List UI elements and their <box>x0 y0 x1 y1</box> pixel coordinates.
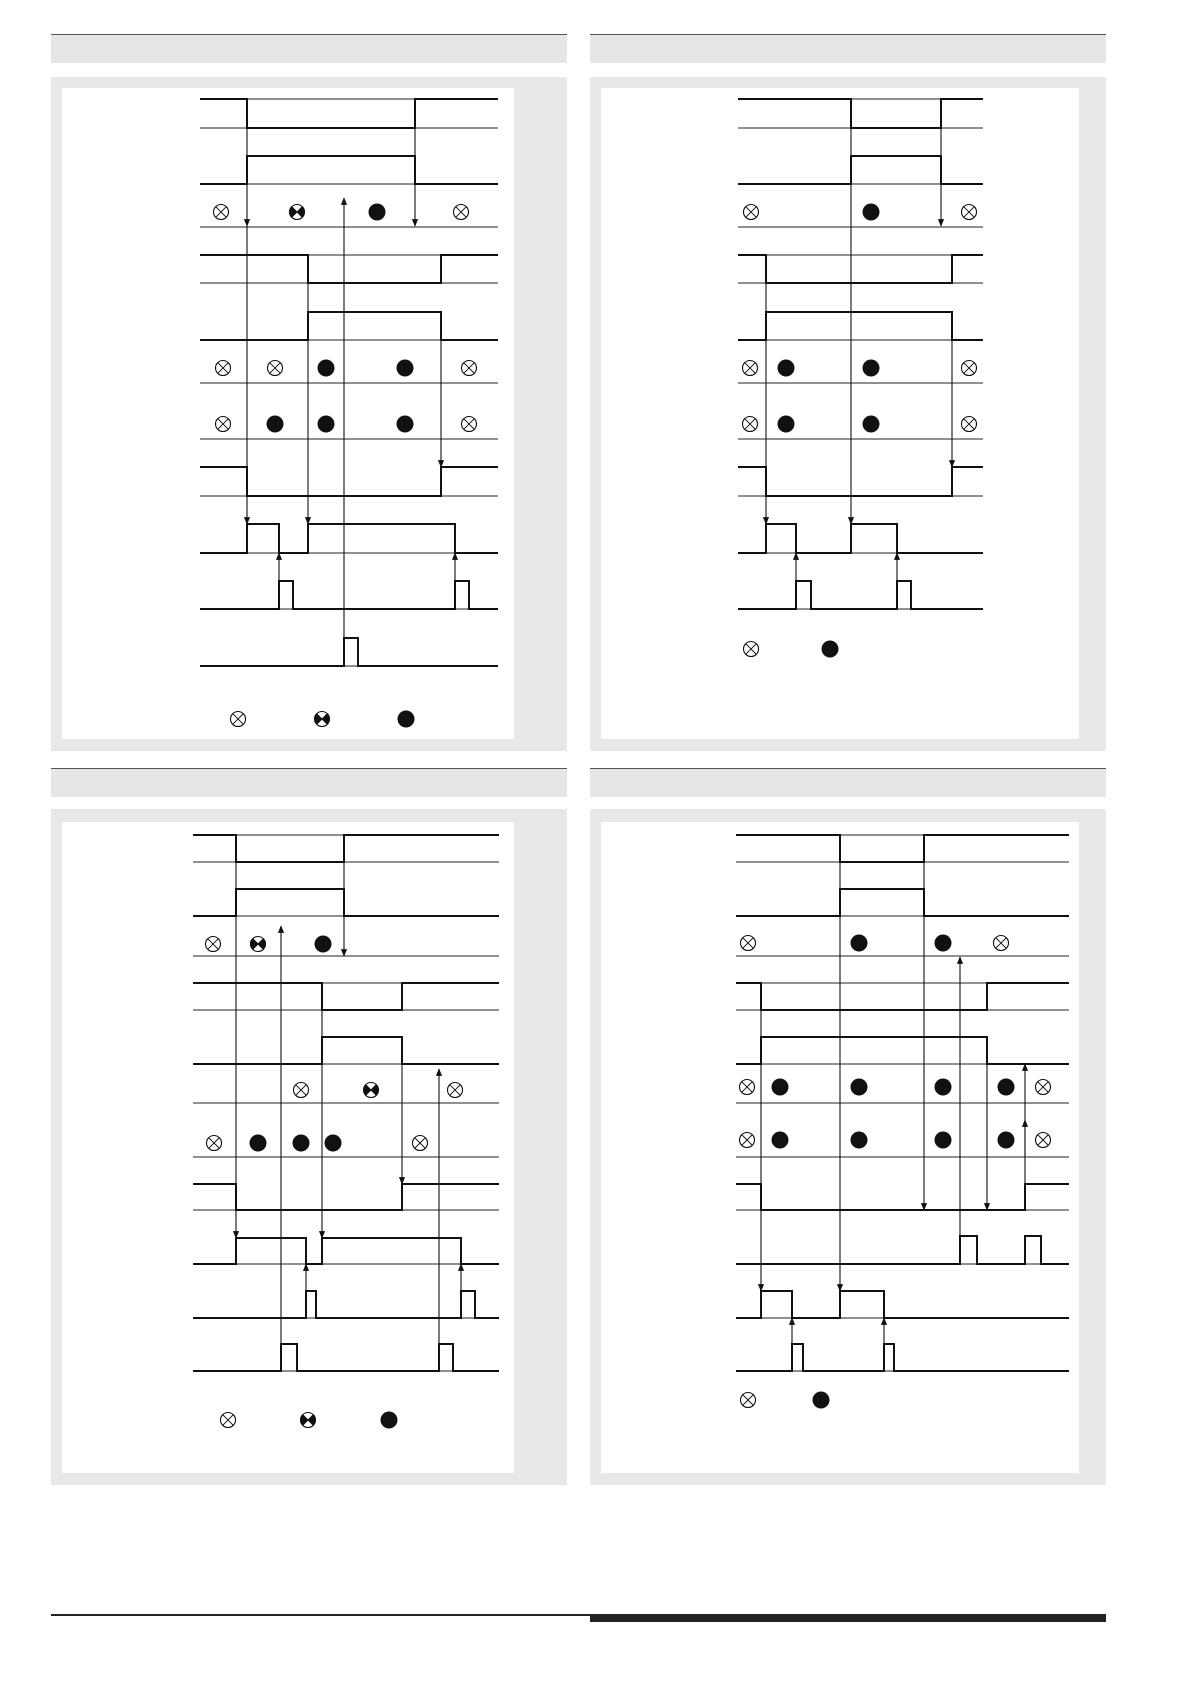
state-symbol-x <box>962 205 977 220</box>
state-symbol-x <box>743 361 758 376</box>
signal-trace <box>193 1344 499 1371</box>
state-symbol-f <box>325 1135 342 1152</box>
footer-rule-thick <box>590 1614 1106 1622</box>
signal-trace <box>738 524 983 553</box>
state-symbol-f <box>863 416 880 433</box>
signal-trace <box>738 99 983 128</box>
signal-trace <box>193 1291 499 1318</box>
state-symbol-x <box>216 417 231 432</box>
state-symbol-f <box>851 935 868 952</box>
state-symbol-f <box>250 1135 267 1152</box>
state-symbol-x <box>462 417 477 432</box>
state-symbol-f <box>772 1132 789 1149</box>
state-symbol-x <box>294 1083 309 1098</box>
state-symbol-x <box>454 205 469 220</box>
legend-symbol-x <box>744 642 759 657</box>
legend-symbol-h <box>301 1413 316 1428</box>
diagram-top-left <box>200 99 498 728</box>
signal-trace <box>193 889 499 916</box>
state-symbol-f <box>293 1135 310 1152</box>
legend-symbol-f <box>822 641 839 658</box>
legend-symbol-f <box>813 1392 830 1409</box>
signal-trace <box>736 1236 1069 1264</box>
state-symbol-x <box>413 1136 428 1151</box>
legend-symbol-h <box>315 712 330 727</box>
signal-trace <box>738 581 983 609</box>
state-symbol-f <box>863 204 880 221</box>
legend-symbol-x <box>231 712 246 727</box>
state-symbol-x <box>1036 1133 1051 1148</box>
state-symbol-x <box>214 205 229 220</box>
signal-trace <box>193 1037 499 1064</box>
state-symbol-x <box>206 937 221 952</box>
state-symbol-x <box>962 417 977 432</box>
signal-trace <box>193 835 499 862</box>
state-symbol-h <box>251 937 266 952</box>
legend-symbol-x <box>741 1393 756 1408</box>
state-symbol-h <box>364 1083 379 1098</box>
signal-trace <box>736 1344 1069 1371</box>
state-symbol-f <box>267 416 284 433</box>
footer-rule-thin <box>51 1614 590 1616</box>
diagram-bottom-right <box>736 835 1069 1409</box>
state-symbol-f <box>851 1079 868 1096</box>
signal-trace <box>738 467 983 496</box>
signal-trace <box>193 1184 499 1210</box>
state-symbol-h <box>290 205 305 220</box>
state-symbol-f <box>369 204 386 221</box>
state-symbol-x <box>741 936 756 951</box>
state-symbol-f <box>772 1079 789 1096</box>
legend-symbol-x <box>221 1413 236 1428</box>
diagram-bottom-left <box>193 835 499 1429</box>
state-symbol-x <box>743 417 758 432</box>
state-symbol-x <box>216 361 231 376</box>
signal-trace <box>736 983 1069 1010</box>
signal-trace <box>200 638 498 666</box>
signal-trace <box>736 1037 1069 1064</box>
state-symbol-f <box>935 1079 952 1096</box>
signal-trace <box>193 1238 499 1264</box>
state-symbol-f <box>778 360 795 377</box>
signal-trace <box>200 312 498 340</box>
signal-trace <box>738 156 983 184</box>
state-symbol-f <box>397 416 414 433</box>
signal-trace <box>193 983 499 1010</box>
state-symbol-f <box>935 1132 952 1149</box>
signal-trace <box>736 835 1069 862</box>
state-symbol-f <box>315 936 332 953</box>
state-symbol-f <box>778 416 795 433</box>
signal-trace <box>736 1184 1069 1210</box>
signal-trace <box>200 467 498 496</box>
signal-trace <box>738 255 983 283</box>
diagram-top-right <box>738 99 983 658</box>
signal-trace <box>200 581 498 609</box>
state-symbol-f <box>318 416 335 433</box>
state-symbol-f <box>318 360 335 377</box>
state-symbol-x <box>207 1136 222 1151</box>
signal-trace <box>736 889 1069 916</box>
signal-trace <box>200 255 498 283</box>
legend-symbol-f <box>398 711 415 728</box>
state-symbol-x <box>448 1083 463 1098</box>
state-symbol-f <box>397 360 414 377</box>
state-symbol-f <box>998 1079 1015 1096</box>
state-symbol-x <box>994 936 1009 951</box>
signal-trace <box>200 156 498 184</box>
legend-symbol-f <box>381 1412 398 1429</box>
state-symbol-f <box>863 360 880 377</box>
state-symbol-x <box>462 361 477 376</box>
state-symbol-x <box>962 361 977 376</box>
state-symbol-x <box>268 361 283 376</box>
state-symbol-x <box>1036 1080 1051 1095</box>
state-symbol-x <box>744 205 759 220</box>
state-symbol-f <box>851 1132 868 1149</box>
state-symbol-x <box>740 1133 755 1148</box>
state-symbol-f <box>935 935 952 952</box>
state-symbol-f <box>998 1132 1015 1149</box>
signal-trace <box>736 1291 1069 1318</box>
signal-trace <box>200 524 498 553</box>
signal-trace <box>738 312 983 340</box>
signal-trace <box>200 99 498 128</box>
state-symbol-x <box>740 1080 755 1095</box>
